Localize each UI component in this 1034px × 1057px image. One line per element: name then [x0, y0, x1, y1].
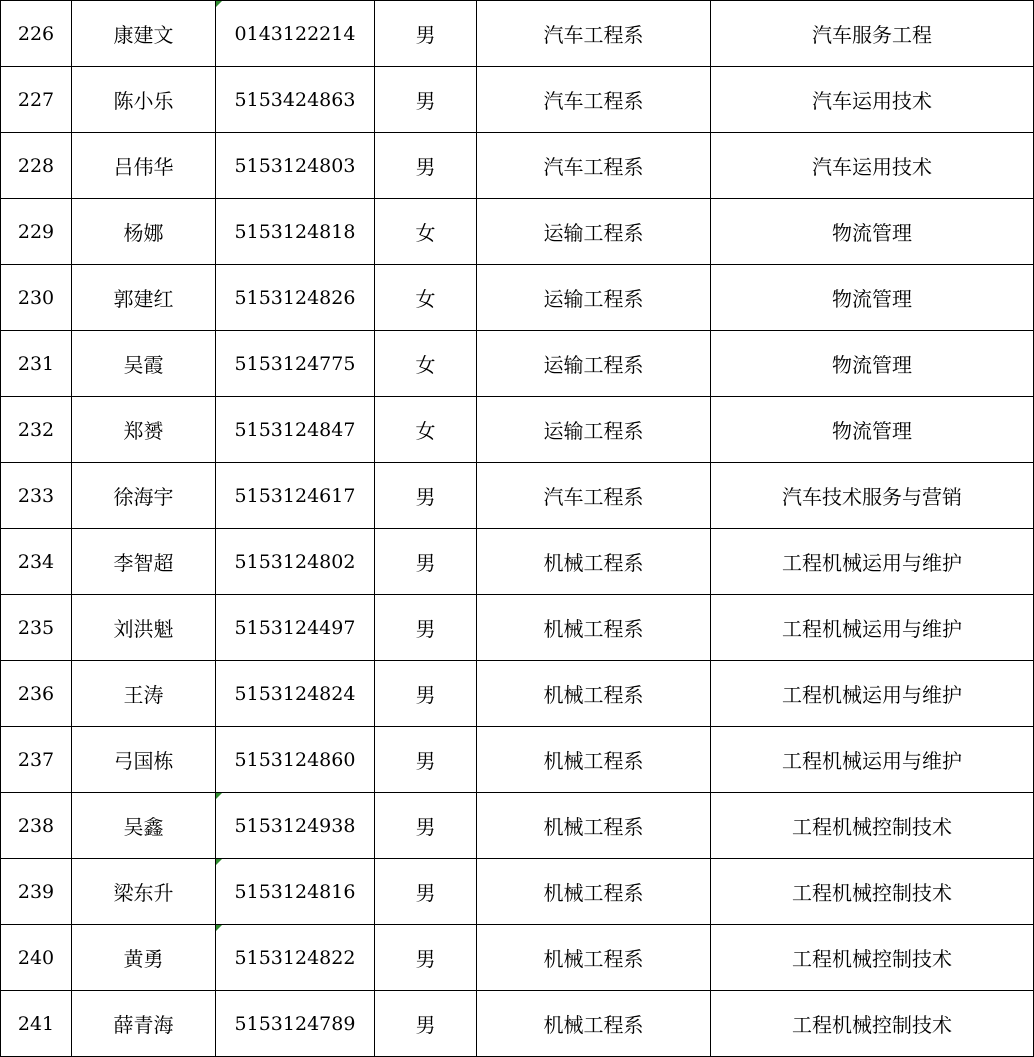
table-row	[1, 793, 1034, 859]
department-cell: 汽车工程系	[477, 67, 711, 133]
major-cell: 汽车运用技术	[711, 67, 1034, 133]
major-cell: 工程机械控制技术	[711, 793, 1034, 859]
table-body	[1, 1, 1034, 1057]
major-cell: 汽车技术服务与营销	[711, 463, 1034, 529]
gender-cell: 男	[375, 1, 477, 67]
department-cell: 运输工程系	[477, 265, 711, 331]
major-cell: 物流管理	[711, 331, 1034, 397]
department-cell: 机械工程系	[477, 595, 711, 661]
row-number-cell: 232	[1, 397, 72, 463]
department-cell: 汽车工程系	[477, 1, 711, 67]
major-cell: 工程机械运用与维护	[711, 529, 1034, 595]
gender-cell: 男	[375, 925, 477, 991]
student-name-cell: 黄勇	[72, 925, 216, 991]
row-number-cell: 240	[1, 925, 72, 991]
major-cell: 工程机械运用与维护	[711, 727, 1034, 793]
student-id-cell	[216, 793, 375, 859]
gender-cell: 男	[375, 133, 477, 199]
row-number-cell: 241	[1, 991, 72, 1057]
student-name-cell: 弓国栋	[72, 727, 216, 793]
row-number-cell: 236	[1, 661, 72, 727]
student-id-text: 5153124802	[234, 550, 356, 573]
row-number-cell: 235	[1, 595, 72, 661]
row-number-cell: 229	[1, 199, 72, 265]
student-name-cell: 陈小乐	[72, 67, 216, 133]
student-id-text: 5153124803	[234, 154, 356, 177]
department-cell: 运输工程系	[477, 397, 711, 463]
gender-cell: 男	[375, 991, 477, 1057]
gender-cell: 男	[375, 793, 477, 859]
student-id-cell	[216, 331, 375, 397]
student-id-cell	[216, 397, 375, 463]
gender-cell: 女	[375, 331, 477, 397]
student-name-cell: 吴霞	[72, 331, 216, 397]
student-id-cell	[216, 463, 375, 529]
table-row	[1, 991, 1034, 1057]
department-cell: 运输工程系	[477, 199, 711, 265]
table-row	[1, 859, 1034, 925]
student-name-cell: 薛青海	[72, 991, 216, 1057]
student-name-cell: 康建文	[72, 1, 216, 67]
error-flag-marker	[216, 1, 222, 7]
major-cell: 工程机械控制技术	[711, 859, 1034, 925]
row-number-cell: 237	[1, 727, 72, 793]
major-cell: 汽车服务工程	[711, 1, 1034, 67]
row-number-cell: 228	[1, 133, 72, 199]
major-cell: 工程机械控制技术	[711, 991, 1034, 1057]
student-id-text: 5153124617	[234, 484, 356, 507]
table-row	[1, 595, 1034, 661]
table-row	[1, 463, 1034, 529]
gender-cell: 女	[375, 265, 477, 331]
student-id-cell	[216, 199, 375, 265]
student-id-cell	[216, 265, 375, 331]
department-cell: 机械工程系	[477, 727, 711, 793]
student-id-text: 5153124938	[234, 814, 356, 837]
student-id-text: 5153424863	[234, 88, 356, 111]
major-cell: 工程机械运用与维护	[711, 661, 1034, 727]
department-cell: 汽车工程系	[477, 463, 711, 529]
student-id-text: 5153124818	[234, 220, 356, 243]
student-id-cell	[216, 1, 375, 67]
student-id-cell	[216, 67, 375, 133]
student-id-text: 5153124860	[234, 748, 356, 771]
department-cell: 机械工程系	[477, 661, 711, 727]
department-cell: 机械工程系	[477, 925, 711, 991]
table-row	[1, 265, 1034, 331]
student-id-cell	[216, 727, 375, 793]
department-cell: 运输工程系	[477, 331, 711, 397]
student-id-text: 5153124826	[234, 286, 356, 309]
table-row	[1, 133, 1034, 199]
row-number-cell: 227	[1, 67, 72, 133]
student-name-cell: 郑赟	[72, 397, 216, 463]
gender-cell: 女	[375, 397, 477, 463]
row-number-cell: 234	[1, 529, 72, 595]
student-name-cell: 刘洪魁	[72, 595, 216, 661]
gender-cell: 男	[375, 595, 477, 661]
gender-cell: 男	[375, 463, 477, 529]
row-number-cell: 238	[1, 793, 72, 859]
gender-cell: 女	[375, 199, 477, 265]
student-id-cell	[216, 661, 375, 727]
student-name-cell: 杨娜	[72, 199, 216, 265]
student-name-cell: 李智超	[72, 529, 216, 595]
student-id-cell	[216, 529, 375, 595]
student-id-text: 0143122214	[234, 22, 356, 45]
table-row	[1, 661, 1034, 727]
student-id-cell	[216, 133, 375, 199]
table-row	[1, 199, 1034, 265]
student-name-cell: 梁东升	[72, 859, 216, 925]
table-row	[1, 925, 1034, 991]
major-cell: 物流管理	[711, 397, 1034, 463]
row-number-cell: 226	[1, 1, 72, 67]
department-cell: 机械工程系	[477, 793, 711, 859]
student-id-cell	[216, 595, 375, 661]
major-cell: 物流管理	[711, 265, 1034, 331]
student-id-cell	[216, 991, 375, 1057]
major-cell: 汽车运用技术	[711, 133, 1034, 199]
gender-cell: 男	[375, 67, 477, 133]
student-id-text: 5153124775	[234, 352, 356, 375]
major-cell: 工程机械控制技术	[711, 925, 1034, 991]
row-number-cell: 239	[1, 859, 72, 925]
table-row	[1, 529, 1034, 595]
error-flag-marker	[216, 925, 222, 931]
student-name-cell: 王涛	[72, 661, 216, 727]
gender-cell: 男	[375, 661, 477, 727]
table-row	[1, 397, 1034, 463]
student-id-text: 5153124822	[234, 946, 356, 969]
error-flag-marker	[216, 793, 222, 799]
gender-cell: 男	[375, 529, 477, 595]
gender-cell: 男	[375, 859, 477, 925]
department-cell: 机械工程系	[477, 859, 711, 925]
student-id-cell	[216, 925, 375, 991]
table-row	[1, 1, 1034, 67]
major-cell: 物流管理	[711, 199, 1034, 265]
gender-cell: 男	[375, 727, 477, 793]
student-name-cell: 郭建红	[72, 265, 216, 331]
student-name-cell: 吴鑫	[72, 793, 216, 859]
major-cell: 工程机械运用与维护	[711, 595, 1034, 661]
student-id-cell	[216, 859, 375, 925]
table-row	[1, 331, 1034, 397]
department-cell: 机械工程系	[477, 529, 711, 595]
table-row	[1, 67, 1034, 133]
row-number-cell: 231	[1, 331, 72, 397]
student-name-cell: 吕伟华	[72, 133, 216, 199]
error-flag-marker	[216, 859, 222, 865]
department-cell: 汽车工程系	[477, 133, 711, 199]
student-id-text: 5153124816	[234, 880, 356, 903]
table-row	[1, 727, 1034, 793]
student-id-text: 5153124497	[234, 616, 356, 639]
student-name-cell: 徐海宇	[72, 463, 216, 529]
student-id-text: 5153124847	[234, 418, 356, 441]
student-id-text: 5153124824	[234, 682, 356, 705]
row-number-cell: 230	[1, 265, 72, 331]
student-id-text: 5153124789	[234, 1012, 356, 1035]
row-number-cell: 233	[1, 463, 72, 529]
department-cell: 机械工程系	[477, 991, 711, 1057]
